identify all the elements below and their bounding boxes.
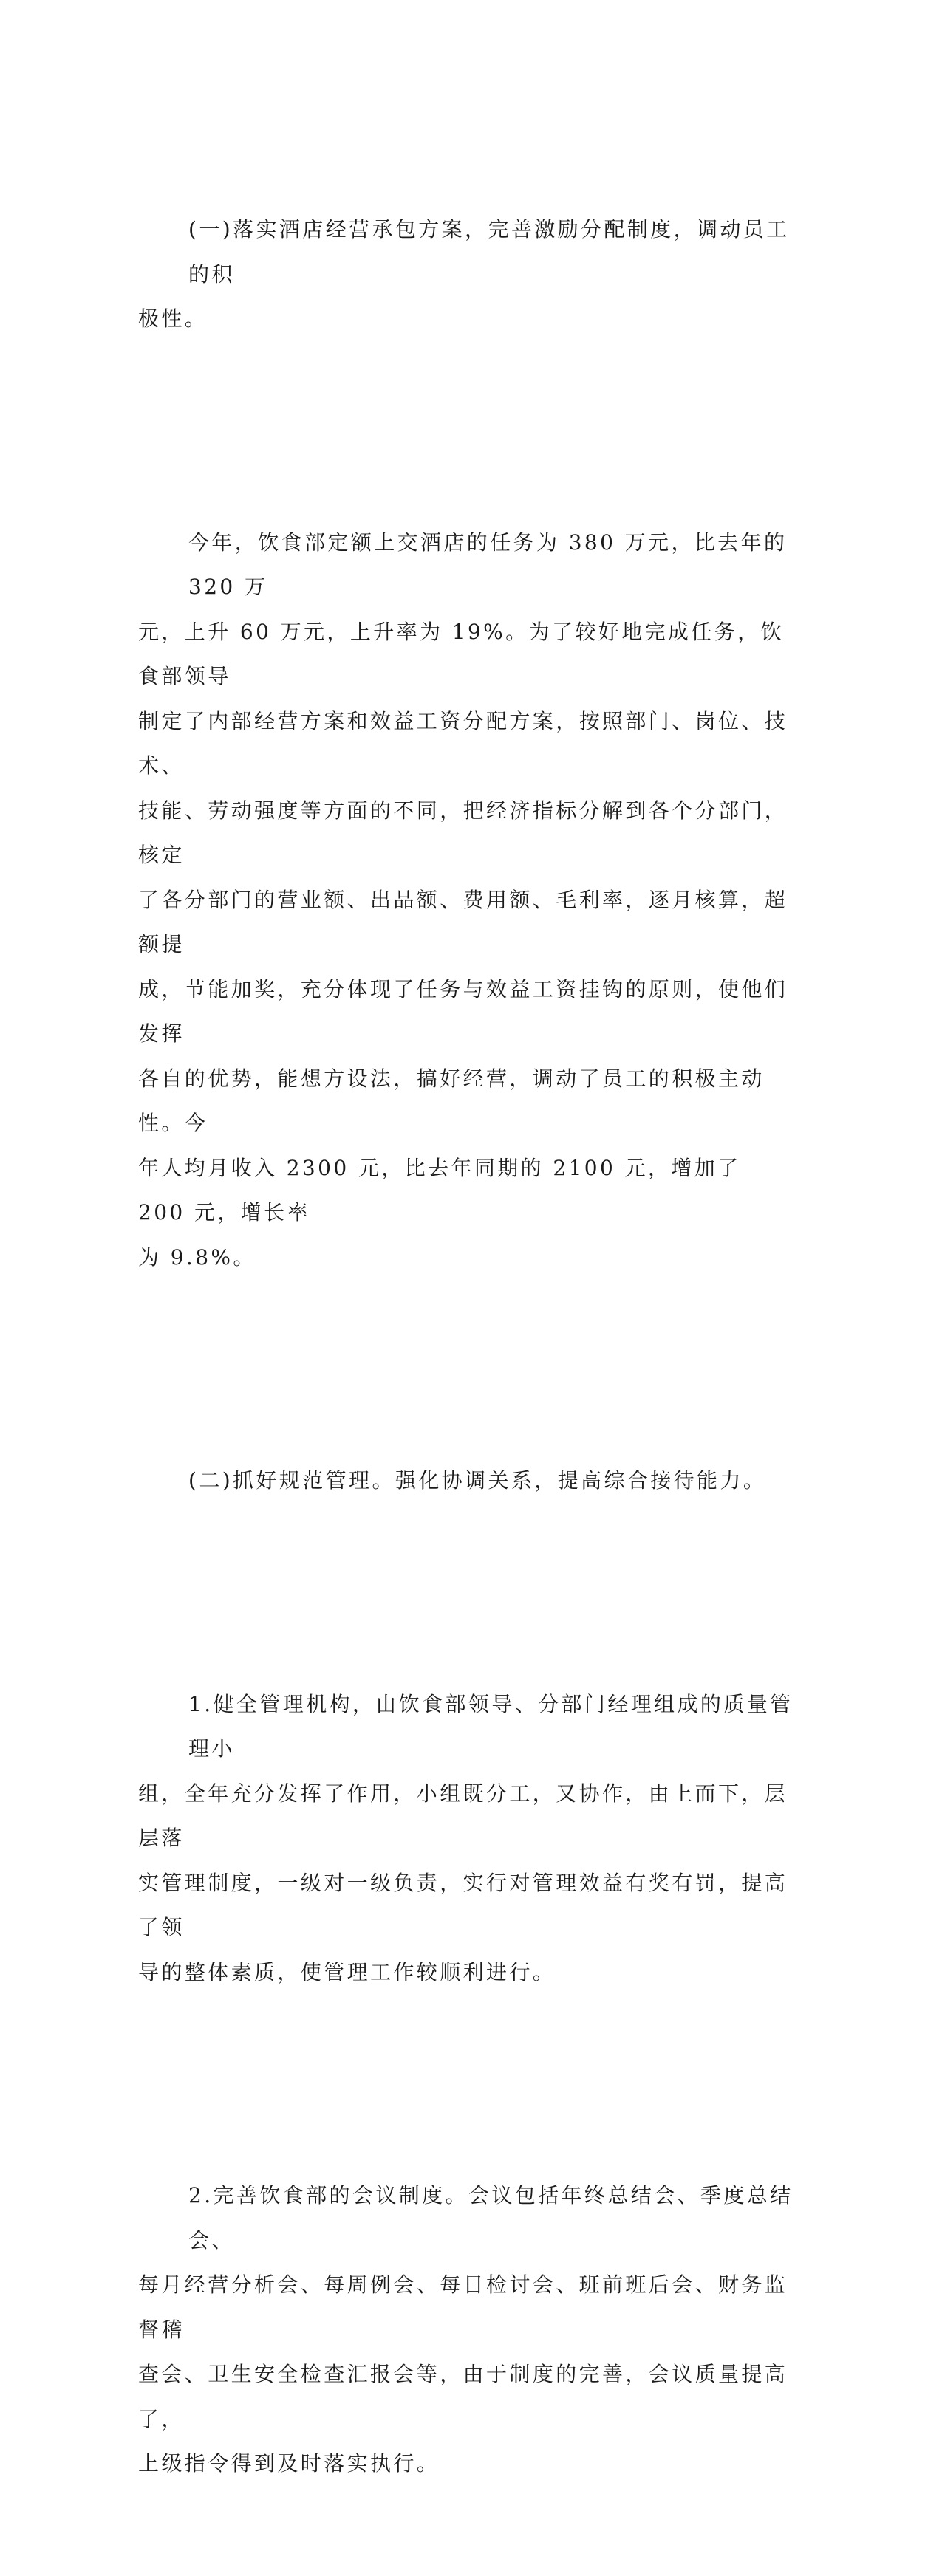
text-line: 各自的优势，能想方设法，搞好经营，调动了员工的积极主动性。今 xyxy=(138,1066,765,1135)
text-line: 制定了内部经营方案和效益工资分配方案，按照部门、岗位、技术、 xyxy=(138,708,788,778)
text-line: 组，全年充分发挥了作用，小组既分工，又协作，由上而下，层层落 xyxy=(138,1781,788,1850)
text-line: 年人均月收入 2300 元，比去年同期的 2100 元，增加了 200 元，增长率 xyxy=(138,1155,750,1224)
paragraph-item-2 xyxy=(138,2084,796,2576)
text-line: (二)抓好规范管理。强化协调关系，提高综合接待能力。 xyxy=(188,1468,767,1493)
paragraph-quota-details xyxy=(138,431,796,1370)
text-line: 上级指令得到及时落实执行。 xyxy=(138,2451,440,2476)
text-line: 技能、劳动强度等方面的不同，把经济指标分解到各个分部门，核定 xyxy=(138,798,788,867)
text-line: 成，节能加奖，充分体现了任务与效益工资挂钩的原则，使他们发挥 xyxy=(138,976,788,1046)
text-line: 2.完善饮食部的会议制度。会议包括年终总结会、季度总结会、 xyxy=(188,2183,793,2253)
document-body xyxy=(138,118,796,2576)
text-line: 实管理制度，一级对一级负责，实行对管理效益有奖有罚，提高了领 xyxy=(138,1870,788,1939)
text-line: 查会、卫生安全检查汇报会等，由于制度的完善，会议质量提高了， xyxy=(138,2362,788,2431)
text-line: 了各分部门的营业额、出品额、费用额、毛利率，逐月核算，超额提 xyxy=(138,887,788,956)
text-line: 为 9.8%。 xyxy=(138,1244,256,1270)
text-line: 导的整体素质，使管理工作较顺利进行。 xyxy=(138,1959,556,1984)
paragraph-section-1-heading xyxy=(138,118,796,431)
text-line: 元，上升 60 万元，上升率为 19%。为了较好地完成任务，饮食部领导 xyxy=(138,619,784,688)
paragraph-section-2-heading xyxy=(138,1369,796,1593)
text-line: 每月经营分析会、每周例会、每日检讨会、班前班后会、财务监督稽 xyxy=(138,2272,788,2342)
text-line: 极性。 xyxy=(138,306,208,331)
paragraph-item-1 xyxy=(138,1593,796,2085)
text-line: 1.健全管理机构，由饮食部领导、分部门经理组成的质量管理小 xyxy=(188,1691,793,1761)
text-line: 今年，饮食部定额上交酒店的任务为 380 万元，比去年的 320 万 xyxy=(188,530,796,599)
text-line: (一)落实酒店经营承包方案，完善激励分配制度，调动员工的积 xyxy=(188,217,790,287)
